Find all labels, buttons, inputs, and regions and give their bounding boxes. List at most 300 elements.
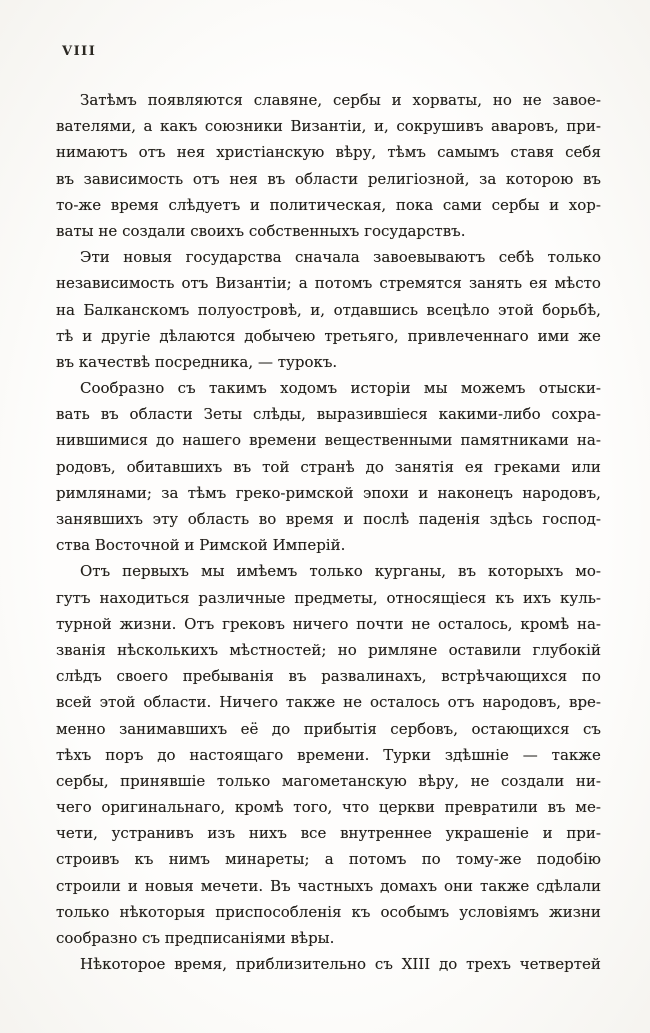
paragraph: [56, 244, 601, 375]
word: особымъ: [380, 902, 450, 921]
word: отыски-: [538, 379, 601, 398]
word: изъ: [207, 824, 236, 843]
word: и: [391, 91, 402, 109]
word: независимость: [56, 274, 175, 293]
word: и: [343, 510, 354, 528]
text-line: [56, 951, 601, 977]
word: этой: [498, 300, 534, 319]
text-line: [56, 820, 601, 846]
text-line: [56, 87, 601, 113]
word: предписаніями: [164, 929, 286, 947]
word: Сообразно: [80, 379, 165, 398]
word: ими: [537, 326, 570, 345]
word: появляются: [147, 91, 243, 109]
word: сербы: [332, 91, 381, 109]
word: къ: [134, 850, 154, 869]
word: время,: [174, 955, 228, 974]
word: превратили: [444, 798, 538, 817]
word: званія: [56, 640, 106, 659]
word: сами: [442, 195, 482, 214]
word: мо-: [575, 562, 601, 581]
page-number: VIII: [62, 44, 97, 59]
word: здѣшніе: [444, 745, 509, 764]
word: и,: [374, 117, 389, 136]
word: которою: [505, 169, 574, 188]
word: развалинахъ,: [321, 667, 427, 686]
word: здѣсь: [489, 510, 533, 528]
word: мѣсто: [554, 274, 601, 293]
word: завоевываютъ: [373, 248, 486, 267]
word: отдавшись: [333, 300, 419, 319]
word: ставя: [510, 143, 554, 162]
word: сербы,: [56, 771, 109, 790]
text-line: [56, 113, 601, 139]
word: не: [522, 91, 542, 109]
word: христіанскую: [216, 143, 325, 162]
word: или: [571, 457, 601, 476]
word: нимаютъ: [56, 143, 128, 162]
word: потомъ: [314, 274, 373, 293]
word: до: [157, 745, 176, 764]
word: поръ: [105, 745, 144, 764]
word: условіямъ: [459, 902, 539, 921]
word: занимавшихъ: [119, 719, 228, 738]
word: строивъ: [56, 850, 120, 869]
word: почти: [356, 614, 404, 633]
word: до: [156, 431, 175, 450]
word: къ: [351, 902, 371, 921]
word: стремятся: [379, 274, 462, 293]
word: но: [337, 640, 357, 659]
paragraph: [56, 558, 601, 951]
word: сокрушивъ: [396, 117, 484, 136]
word: отъ: [192, 169, 220, 188]
word: до: [365, 457, 384, 476]
word: сербовъ,: [390, 719, 458, 738]
word: и: [542, 824, 553, 843]
word: только: [309, 562, 363, 581]
word: эту: [152, 510, 179, 528]
word: добычею: [244, 326, 316, 345]
word: посредника,: [154, 352, 254, 371]
word: минареты;: [225, 850, 310, 869]
word: ея: [529, 274, 548, 293]
word: наконецъ: [437, 483, 513, 502]
word: находиться: [99, 588, 190, 607]
word: занятія: [394, 457, 454, 476]
text-line: [56, 506, 601, 532]
word: можемъ: [460, 379, 526, 398]
word: завое-: [552, 91, 601, 109]
word: за: [161, 483, 179, 502]
word: приблизительно: [235, 955, 367, 974]
word: того,: [293, 798, 333, 817]
word: тому-же: [455, 850, 522, 869]
text-line: [56, 689, 601, 715]
word: создали: [500, 771, 565, 790]
word: чети,: [56, 824, 98, 843]
word: Отъ: [80, 562, 111, 581]
word: которыхъ: [487, 562, 564, 581]
word: и: [127, 876, 138, 895]
word: до: [439, 955, 458, 974]
word: Турки: [383, 745, 432, 764]
word: осталось,: [438, 614, 513, 633]
paragraph: [56, 87, 601, 244]
word: за: [479, 169, 497, 188]
word: съ: [374, 955, 393, 974]
word: паденія: [418, 510, 481, 528]
word: но: [492, 91, 512, 109]
word: Эти: [80, 248, 110, 267]
word: области: [129, 405, 193, 424]
word: домахъ: [380, 876, 438, 895]
word: выразившіеся: [316, 405, 428, 424]
word: въ: [267, 169, 286, 188]
word: другіе: [101, 326, 151, 345]
word: своего: [116, 667, 169, 686]
word: не: [470, 771, 490, 790]
word: сообразно: [56, 929, 138, 947]
word: чего: [56, 798, 92, 817]
word: а: [324, 850, 334, 869]
word: оригинальнаго,: [101, 798, 226, 817]
word: слѣды,: [252, 405, 306, 424]
word: сохра-: [551, 405, 601, 424]
word: и,: [310, 300, 326, 319]
text-line: [56, 846, 601, 872]
word: вѣру,: [418, 771, 460, 790]
word: себя: [565, 143, 601, 162]
word: время: [110, 195, 159, 214]
word: нѣсколькихъ: [117, 640, 219, 659]
word: а: [298, 274, 308, 293]
word: тѣмъ: [187, 483, 227, 502]
word: дѣлаются: [159, 326, 236, 345]
word: трехъ: [466, 955, 511, 974]
paragraph: [56, 951, 601, 977]
word: съ: [177, 379, 196, 398]
word: и: [418, 483, 429, 502]
word: ни-: [575, 771, 601, 790]
text-line: [56, 925, 601, 951]
word: слѣдуетъ: [168, 195, 241, 214]
text-line: [56, 218, 601, 244]
word: приспособленія: [215, 902, 342, 921]
text-line: [56, 768, 601, 794]
word: нашего: [182, 431, 242, 450]
text-line: [56, 794, 601, 820]
word: греко-римской: [235, 483, 354, 502]
word: и: [82, 326, 93, 345]
text-line: [56, 270, 601, 296]
text-line: [56, 244, 601, 270]
word: въ: [582, 169, 601, 188]
word: религіозной,: [367, 169, 470, 188]
word: господ-: [542, 510, 601, 528]
text-line: [56, 558, 601, 584]
word: при-: [566, 824, 601, 843]
word: мечети.: [200, 876, 264, 895]
word: Зеты: [203, 405, 243, 424]
word: хорваты,: [412, 91, 483, 109]
word: не: [411, 614, 431, 633]
text-line: [56, 166, 601, 192]
word: Затѣмъ: [80, 91, 137, 109]
word: римляне: [368, 640, 438, 659]
word: различные: [198, 588, 286, 607]
word: качествѣ: [78, 352, 151, 371]
word: осталось: [369, 693, 440, 712]
word: исторіи: [350, 379, 411, 398]
word: народовъ,: [522, 483, 601, 502]
word: Византіи;: [215, 274, 292, 293]
text-line: [56, 323, 601, 349]
word: сначала: [295, 248, 360, 267]
word: занять: [468, 274, 523, 293]
word: глубокій: [532, 640, 601, 659]
word: и: [249, 195, 260, 214]
word: только: [216, 771, 271, 790]
word: вѣры.: [290, 929, 335, 947]
word: турной: [56, 614, 112, 633]
word: относящіеся: [386, 588, 487, 607]
word: же: [578, 326, 601, 345]
text-line: [56, 375, 601, 401]
word: потомъ: [348, 850, 407, 869]
word: время: [285, 510, 334, 528]
word: тѣхъ: [56, 745, 92, 764]
word: славяне,: [253, 91, 323, 109]
text-line: [56, 532, 601, 558]
word: времени: [249, 431, 317, 450]
word: области.: [143, 693, 212, 712]
word: Имперій.: [272, 536, 346, 555]
word: эпохи: [362, 483, 409, 502]
word: жизни.: [119, 614, 177, 633]
word: и: [184, 536, 195, 555]
word: —: [257, 352, 273, 371]
word: ходомъ: [280, 379, 338, 398]
word: на-: [576, 614, 601, 633]
word: Ничего: [219, 693, 278, 712]
word: не: [98, 221, 118, 240]
word: самымъ: [437, 143, 500, 162]
word: сдѣлали: [536, 876, 601, 895]
word: вещественными: [324, 431, 453, 450]
word: третьяго,: [324, 326, 399, 345]
word: четвертей: [519, 955, 601, 974]
text-line: [56, 454, 601, 480]
text-line: [56, 611, 601, 637]
word: съ: [142, 929, 160, 947]
word: XIII: [401, 955, 431, 974]
word: какими-либо: [438, 405, 541, 424]
word: своихъ: [190, 221, 245, 240]
word: а: [143, 117, 153, 136]
word: на-: [576, 431, 601, 450]
word: полуостровѣ,: [197, 300, 302, 319]
word: церкви: [378, 798, 435, 817]
word: Балканскомъ: [83, 300, 190, 319]
word: сербы: [491, 195, 540, 214]
word: то-же: [56, 195, 102, 214]
text-line: [56, 401, 601, 427]
text-line: [56, 192, 601, 218]
word: кромѣ: [234, 798, 284, 817]
word: собственныхъ: [248, 221, 360, 240]
word: при-: [566, 117, 601, 136]
word: её: [240, 719, 259, 738]
word: только: [547, 248, 601, 267]
word: предметы,: [294, 588, 378, 607]
text-line: [56, 873, 601, 899]
word: вать: [56, 405, 90, 424]
word: времени.: [297, 745, 370, 764]
word: отъ: [447, 693, 475, 712]
word: ства: [56, 536, 91, 555]
word: Отъ: [184, 614, 215, 633]
word: ме-: [575, 798, 601, 817]
word: оставили: [448, 640, 522, 659]
word: жизни: [548, 902, 601, 921]
text-line: [56, 637, 601, 663]
word: они: [444, 876, 474, 895]
word: всецѣло: [426, 300, 490, 319]
word: борьбѣ,: [542, 300, 601, 319]
text-line: [56, 349, 601, 375]
word: греками: [494, 457, 561, 476]
text-line: [56, 139, 601, 165]
paragraph: [56, 375, 601, 558]
word: не: [343, 693, 363, 712]
word: все: [300, 824, 327, 843]
word: куль-: [560, 588, 601, 607]
word: новыя: [144, 876, 194, 895]
word: пока: [395, 195, 434, 214]
word: Нѣкоторое: [80, 955, 166, 974]
word: также: [285, 693, 336, 712]
word: украшеніе: [445, 824, 529, 843]
text-line: [56, 480, 601, 506]
word: римлянами;: [56, 483, 152, 502]
word: занявшихъ: [56, 510, 143, 528]
word: той: [262, 457, 290, 476]
word: аваровъ,: [491, 117, 559, 136]
text-line: [56, 585, 601, 611]
word: мѣстностей;: [229, 640, 327, 659]
word: нея: [229, 169, 258, 188]
word: частныхъ: [297, 876, 374, 895]
word: менно: [56, 719, 106, 738]
word: нившимися: [56, 431, 148, 450]
word: по: [581, 667, 601, 686]
word: также: [480, 876, 530, 895]
word: вѣру,: [335, 143, 377, 162]
word: мы: [423, 379, 448, 398]
word: встрѣчающихся: [441, 667, 568, 686]
word: послѣ: [363, 510, 410, 528]
text-line: [56, 899, 601, 925]
word: прибытія: [303, 719, 377, 738]
word: въ: [458, 562, 476, 581]
word: государства: [185, 248, 282, 267]
text-block: [56, 87, 601, 977]
word: пребыванія: [182, 667, 274, 686]
word: также: [551, 745, 601, 764]
word: Римской: [199, 536, 268, 555]
word: строили: [56, 876, 121, 895]
word: Восточной: [94, 536, 180, 555]
word: всей: [56, 693, 92, 712]
word: мы: [200, 562, 225, 581]
word: на: [56, 300, 75, 319]
word: создали: [122, 221, 186, 240]
word: первыхъ: [122, 562, 189, 581]
word: обитавшихъ: [126, 457, 223, 476]
word: памятниками: [460, 431, 569, 450]
word: такимъ: [208, 379, 267, 398]
word: область: [187, 510, 250, 528]
word: области: [294, 169, 359, 188]
word: въ: [288, 667, 307, 686]
word: странѣ: [300, 457, 355, 476]
word: нимъ: [168, 850, 210, 869]
word: настоящаго: [189, 745, 284, 764]
word: турокъ.: [277, 352, 338, 371]
word: государствъ.: [364, 221, 466, 240]
word: съ: [582, 719, 601, 738]
word: до: [271, 719, 291, 738]
word: кромѣ: [520, 614, 570, 633]
word: устранивъ: [111, 824, 194, 843]
word: ея: [464, 457, 484, 476]
word: хор-: [568, 195, 601, 214]
text-line: [56, 427, 601, 453]
word: себѣ: [498, 248, 535, 267]
word: Въ: [270, 876, 291, 895]
word: по: [421, 850, 441, 869]
word: ихъ: [523, 588, 552, 607]
word: тѣ: [56, 326, 74, 345]
word: курганы,: [374, 562, 447, 581]
word: принявшіе: [120, 771, 206, 790]
word: союзники: [204, 117, 283, 136]
word: въ: [100, 405, 119, 424]
word: ничего: [292, 614, 349, 633]
word: что: [341, 798, 370, 817]
word: Византіи,: [290, 117, 367, 136]
word: вре-: [569, 693, 601, 712]
word: въ: [233, 457, 252, 476]
text-line: [56, 663, 601, 689]
word: только: [56, 902, 110, 921]
word: новыя: [123, 248, 173, 267]
text-line: [56, 716, 601, 742]
word: имѣемъ: [236, 562, 298, 581]
word: къ: [495, 588, 515, 607]
word: тѣмъ: [387, 143, 426, 162]
word: зависимость: [83, 169, 184, 188]
word: остающихся: [471, 719, 570, 738]
word: этой: [99, 693, 136, 712]
word: магометанскую: [281, 771, 407, 790]
word: отъ: [138, 143, 166, 162]
word: и: [549, 195, 560, 214]
word: вателями,: [56, 117, 136, 136]
word: во: [258, 510, 277, 528]
word: гутъ: [56, 588, 91, 607]
